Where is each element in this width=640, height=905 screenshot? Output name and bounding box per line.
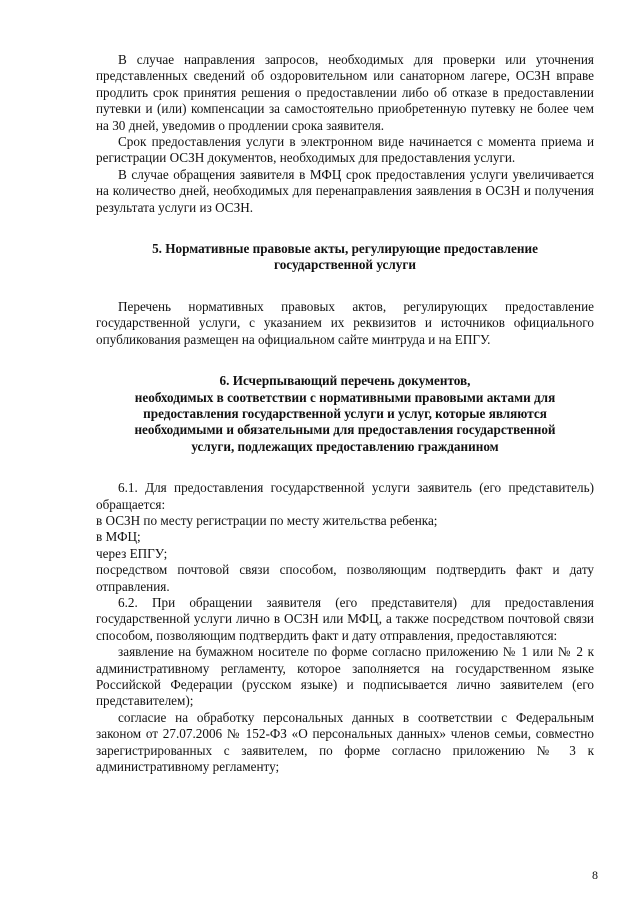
section-6-heading-line: необходимыми и обязательными для предоставления государственной [134, 422, 556, 438]
section-6-heading-line: услуги, подлежащих предоставлению гражданином [191, 438, 499, 454]
section-5-paragraph: Перечень нормативных правовых актов, регулирующих предоставление государственной услуги, с указанием их реквизитов и источников официального опубликования размещен на официальном сайте минтруда и на ЕПГУ. [96, 298, 594, 347]
list-item-6-1: через ЕПГУ; [96, 545, 168, 561]
section-5-heading-line: 5. Нормативные правовые акты, регулирующие предоставление [152, 241, 538, 257]
list-item-6-2: согласие на обработку персональных данных в соответствии с Федеральным законом от 27.07.2006 № 152-ФЗ «О персональных данных» членов семьи, совместно зарегистрированных с заявителем, по форме согласно приложению № 3 к административному регламенту; [96, 709, 594, 775]
section-6-heading [96, 373, 594, 455]
list-item-6-1: в МФЦ; [96, 529, 141, 545]
list-item-6-2: заявление на бумажном носителе по форме согласно приложению № 1 или № 2 к административному регламенту, которое заполняется на государственном языке Российской Федерации (русском языке) и подписывается лично заявителем (его представителем); [96, 644, 594, 709]
paragraph-6-1: 6.1. Для предоставления государственной услуги заявитель (его представитель) обращается: [96, 480, 594, 512]
section-6-heading-line: предоставления государственной услуги и услуг, которые являются [143, 405, 547, 421]
paragraph-6-2: 6.2. При обращении заявителя (его представителя) для предоставления государственной услуги лично в ОСЗН или МФЦ, а также посредством почтовой связи способом, позволяющим подтвердить факт и дату отправления, предоставляются: [96, 594, 594, 643]
paragraph-electronic-term: Срок предоставления услуги в электронном виде начинается с момента приема и регистрации ОСЗН документов, необходимых для предоставления услуги. [96, 134, 594, 166]
section-6-heading-line: 6. Исчерпывающий перечень документов, [219, 373, 471, 389]
list-item-6-1: в ОСЗН по месту регистрации по месту жительства ребенка; [96, 512, 438, 528]
section-5-heading [96, 241, 594, 274]
paragraph-mfc-term: В случае обращения заявителя в МФЦ срок предоставления услуги увеличивается на количество дней, необходимых для перенаправления заявления в ОСЗН и получения результата услуги из ОСЗН. [96, 166, 594, 215]
section-5-heading-line: государственной услуги [274, 257, 416, 273]
document-page [96, 52, 594, 775]
paragraph-request-extension: В случае направления запросов, необходимых для проверки или уточнения представленных сведений об оздоровительном или санаторном лагере, ОСЗН вправе продлить срок принятия решения о предоставлении либо об отказе в предоставлении путевки и (или) компенсации за самостоятельно приобретенную путевку не более чем на 30 дней, уведомив о продлении срока заявителя. [96, 52, 594, 133]
list-item-6-1: посредством почтовой связи способом, позволяющим подтвердить факт и дату отправления. [96, 562, 594, 594]
page-number: 8 [592, 868, 598, 882]
section-6-heading-line: необходимых в соответствии с нормативными правовыми актами для [134, 389, 556, 405]
